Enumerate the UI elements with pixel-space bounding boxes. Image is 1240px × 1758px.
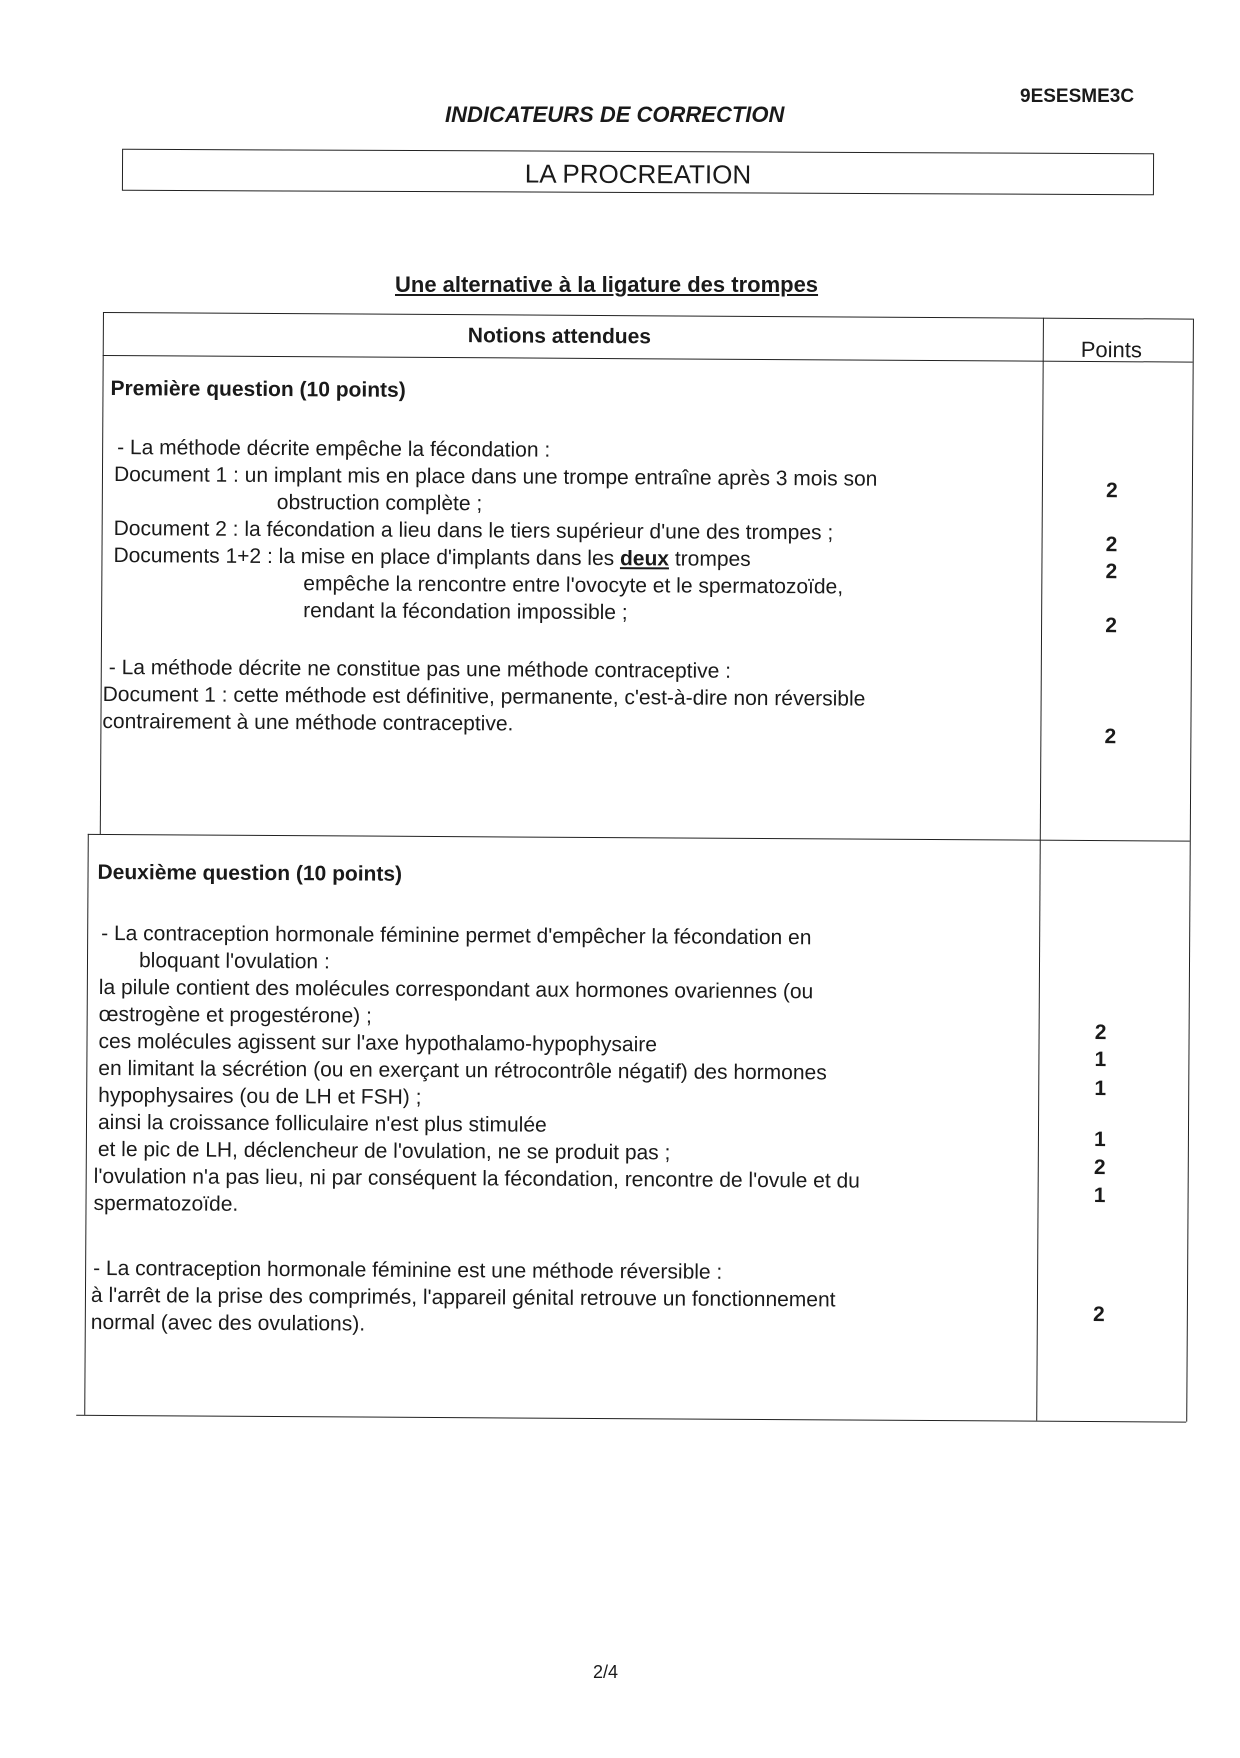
q1-line: obstruction complète ; [276, 491, 483, 516]
q1-point: 2 [1105, 560, 1118, 584]
q1-line: empêche la rencontre entre l'ovocyte et le spermatozoïde, [303, 572, 844, 599]
q2-line: à l'arrêt de la prise des comprimés, l'appareil génital retrouve un fonctionnement [90, 1283, 836, 1312]
q1-point: 2 [1105, 479, 1118, 503]
q2-line: l'ovulation n'a pas lieu, ni par conséquent la fécondation, rencontre de l'ovule et du [93, 1164, 860, 1193]
q2-line: et le pic de LH, déclencheur de l'ovulation, ne se produit pas ; [97, 1137, 671, 1165]
q1-line [113, 542, 750, 573]
notions-header: Notions attendues [467, 324, 652, 349]
q1-line: - La méthode décrite empêche la fécondation : [117, 436, 551, 462]
q2-point: 1 [1094, 1077, 1107, 1101]
page-heading: INDICATEURS DE CORRECTION [445, 102, 785, 127]
table-left-border-top [100, 312, 104, 834]
q1-line: contrairement à une méthode contraceptive. [102, 709, 514, 736]
q2-line: œstrogène et progestérone) ; [98, 1002, 372, 1028]
points-header: Points [1080, 336, 1142, 363]
q1-point: 2 [1105, 533, 1118, 557]
section-divider [88, 834, 1190, 842]
emphasis-deux: deux [619, 547, 670, 571]
q2-line: - La contraception hormonale féminine est une méthode réversible : [93, 1256, 723, 1284]
q2-point: 1 [1093, 1184, 1106, 1208]
q2-point: 1 [1094, 1048, 1107, 1072]
q2-line: spermatozoïde. [93, 1191, 239, 1216]
q2-point: 2 [1092, 1303, 1105, 1327]
q1-line-end: trompes [668, 547, 751, 571]
q1-line: Document 1 : cette méthode est définitive, permanente, c'est-à-dire non réversible [102, 682, 866, 711]
subject-title: Une alternative à la ligature des trompes [395, 272, 819, 297]
q1-point: 2 [1105, 614, 1117, 638]
table-bottom-border [76, 1415, 1186, 1423]
q2-line: bloquant l'ovulation : [138, 949, 330, 974]
q2-line: la pilule contient des molécules correspondant aux hormones ovariennes (ou [98, 975, 814, 1004]
q1-line: Document 1 : un implant mis en place dans une trompe entraîne après 3 mois son [113, 463, 878, 491]
table-top-border [103, 312, 1193, 320]
q2-point: 2 [1093, 1156, 1106, 1180]
document-code: 9ESESME3C [1020, 86, 1135, 107]
table-header-divider [103, 355, 1193, 363]
q1-line: rendant la fécondation impossible ; [303, 599, 628, 625]
q2-line: hypophysaires (ou de LH et FSH) ; [98, 1083, 422, 1109]
page-number: 2/4 [593, 1662, 619, 1682]
q1-point: 2 [1104, 725, 1117, 749]
q2-point: 1 [1094, 1128, 1106, 1152]
boxed-title-text: LA PROCREATION [524, 158, 752, 190]
q1-line: - La méthode décrite ne constitue pas une méthode contraceptive : [108, 655, 732, 683]
q1-line-start: Documents 1+2 : la mise en place d'implants dans les [113, 544, 621, 571]
table-right-border [1186, 319, 1194, 1422]
q2-line: normal (avec des ovulations). [90, 1310, 366, 1336]
q2-line: en limitant la sécrétion (ou en exerçant un rétrocontrôle négatif) des hormones [98, 1056, 827, 1085]
q2-point: 2 [1094, 1021, 1107, 1045]
q2-line: ainsi la croissance folliculaire n'est plus stimulée [97, 1110, 547, 1137]
q1-line: Document 2 : la fécondation a lieu dans le tiers supérieur d'une des trompes ; [113, 517, 834, 545]
q2-line: ces molécules agissent sur l'axe hypothalamo-hypophysaire [98, 1029, 658, 1057]
points-column-divider [1036, 318, 1044, 1421]
question-2-title: Deuxième question (10 points) [97, 860, 403, 886]
table-left-border-bottom [84, 834, 89, 1415]
q2-line: - La contraception hormonale féminine permet d'empêcher la fécondation en [101, 921, 812, 950]
question-1-title: Première question (10 points) [110, 377, 406, 402]
